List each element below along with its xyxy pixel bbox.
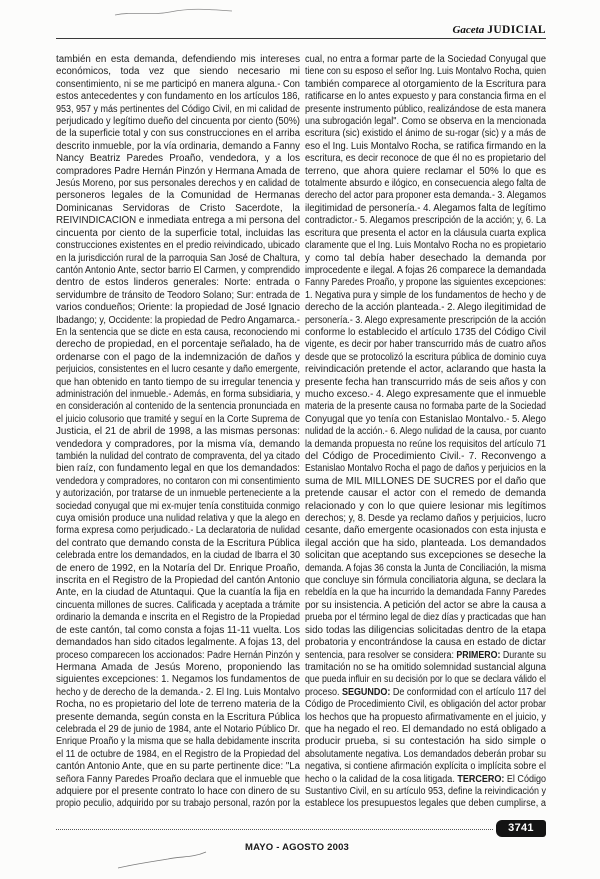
line-text: cantón Antonio Ante, que en su parte pertinente dice: "La — [56, 761, 300, 773]
text-line — [56, 426, 300, 438]
line-text: escritura, es decir reconoce de que él no es propietario del — [305, 153, 546, 165]
line-text: Conyugal que yo tenía con Estanislao Montalvo.- 5. Alego — [305, 413, 546, 425]
text-line — [305, 736, 546, 748]
text-line — [56, 66, 300, 78]
text-line — [305, 290, 546, 302]
text-line — [56, 302, 300, 314]
text-line — [305, 265, 546, 277]
line-text: Rocha, no es propietario del lote de terreno materia de la — [56, 699, 300, 711]
section-heading: PRIMERO: — [456, 649, 501, 661]
text-line — [305, 513, 546, 525]
line-text: REIVINDICACIÓN e inmediata entrega a mi persona del — [56, 215, 300, 227]
text-line — [305, 339, 546, 351]
text-line — [56, 501, 300, 513]
text-line — [305, 253, 546, 265]
line-text: negativa, si contiene afirmación explícita o implícita sobre el — [305, 761, 546, 773]
text-line — [305, 550, 546, 562]
text-line — [56, 451, 300, 463]
line-text: terreno, que ahora quiere reclamar el 50% lo que es — [305, 165, 546, 177]
text-line — [56, 674, 300, 686]
line-text: Nancy Beatriz Paredes Proaño, vendedora, y a los — [56, 153, 300, 165]
text-line — [56, 575, 300, 587]
text-line — [56, 439, 300, 451]
text-line — [305, 563, 546, 575]
text-segment: El Código — [504, 773, 546, 785]
text-line — [56, 153, 300, 165]
line-text: ordinario la demanda e inscrita en el Registro de la Propiedad — [56, 612, 300, 624]
line-text: cincuenta millones de sucres. Calificada y aceptada a trámite — [56, 599, 300, 611]
text-line — [56, 253, 300, 265]
text-line — [56, 786, 300, 798]
line-text: nulidad de la acción.- 6. Alego nulidad de la causa, por cuanto — [305, 426, 546, 438]
text-line — [305, 612, 546, 624]
line-text: Estanislao Montalvo Rocha el pago de daños y perjuicios en la — [305, 463, 546, 475]
line-text: varios condueños; Oriente: la propiedad de José Ignacio — [56, 302, 300, 314]
text-line — [56, 736, 300, 748]
line-text: que pueda influir en su decisión por lo que se declara válido el — [305, 674, 546, 686]
line-text: vendedora y compradores, no contaron con mi consentimiento — [56, 475, 300, 487]
text-line — [305, 439, 546, 451]
line-text: Ibadango; y, Occidente: la propiedad de Pedro Angamarca.- — [56, 314, 300, 326]
line-text: del Código de Procedimiento Civil.- 7. Reconvengo a — [305, 451, 546, 462]
line-text: celebrada el 29 de junio de 1984, ante el Notario Público Dr. — [56, 723, 300, 735]
text-line — [56, 488, 300, 500]
text-line — [56, 190, 300, 202]
text-line — [56, 91, 300, 103]
text-line — [305, 538, 546, 550]
text-line — [56, 513, 300, 525]
line-text: ordenarse con el pago de la indemnización de daños y — [56, 351, 300, 363]
line-text: cesante, daño emergente ocasionados con esta injusta e — [305, 525, 546, 537]
line-text: suma de MIL MILLONES DE SUCRES por el daño que — [305, 475, 546, 487]
text-line — [56, 687, 300, 699]
line-text: señora Fanny Paredes Proaño declara que el inmueble que — [56, 773, 300, 785]
line-text: Enrique Proaño y la misma que se halla debidamente inscrita — [56, 736, 300, 748]
line-text: demandados han sido citados legalmente. A fojas 13, del — [56, 637, 300, 649]
scan-scribble-bottom — [118, 852, 206, 868]
line-text: sociedad conyugal que mi ex-mujer tenía constituida conmigo — [56, 500, 300, 512]
line-text: eso el Ing. Luis Montalvo Rocha, se ratifica firmando en la — [305, 140, 546, 152]
line-text: Jesús Moreno, por sus personales derechos y en calidad de — [56, 178, 300, 190]
line-text: probatoria y encontrándose la causa en estado de dictar — [305, 637, 546, 649]
text-line — [56, 712, 300, 724]
right-text-column — [305, 54, 546, 811]
text-line — [305, 54, 546, 66]
line-text: hecho y de derecho de la demanda.- 2. El Ing. Luis Montalvo — [56, 686, 300, 698]
text-line — [56, 600, 300, 612]
line-text: de enero de 1992, en la Notaría del Dr. Enrique Proaño, — [56, 562, 300, 574]
text-line — [305, 228, 546, 240]
text-line — [56, 141, 300, 153]
line-text: de este cantón, tal como consta a fojas 11-11 vuelta. Los — [56, 624, 300, 636]
text-line — [56, 761, 300, 773]
text-line — [56, 774, 300, 786]
line-text — [305, 774, 546, 786]
text-line — [56, 240, 300, 252]
text-line — [305, 774, 546, 786]
text-line — [305, 178, 546, 190]
text-line — [56, 625, 300, 637]
line-text: dentro de estos linderos generales: Norte: entrada o — [56, 277, 300, 289]
line-text: económicos, toda vez que siendo necesario mi — [56, 66, 300, 78]
text-segment: sentencia, para resolver se considera: — [305, 649, 457, 661]
text-line — [56, 414, 300, 426]
line-text: que concluye sin fórmula conciliatoria alguna, se declara la — [305, 575, 546, 587]
text-line — [305, 501, 546, 513]
text-line — [305, 277, 546, 289]
text-line — [305, 315, 546, 327]
line-text: derecho del actor para proponer esta demanda.- 3. Alegamos — [305, 190, 546, 202]
line-text: prueba por el término legal de diez días y practicadas que han — [305, 612, 546, 624]
text-line — [56, 79, 300, 91]
line-text: presente instrumento público, realizándose de esta manera — [305, 103, 546, 115]
line-text: cincuenta por ciento de la superficie total, incluidas las — [56, 227, 300, 239]
text-line — [56, 662, 300, 674]
text-line — [305, 389, 546, 401]
text-segment: proceso. — [305, 686, 342, 698]
text-line — [305, 488, 546, 500]
text-line — [305, 650, 546, 662]
line-text: tramitación no se ha omitido solemnidad sustancial alguna — [305, 661, 546, 673]
line-text: improcedente e ilegal. A fojas 26 comparece la demandada — [305, 264, 546, 276]
line-text: inscrita en el Registro de la Propiedad del cantón Antonio — [56, 575, 300, 587]
line-text: materia de la presente causa no formaba parte de la Sociedad — [305, 401, 546, 413]
line-text: totalmente absurdo e ilógico, en consecuencia alego falta de — [305, 178, 546, 190]
line-text: conforme lo establecido el artículo 1735 del Código Civil — [305, 326, 546, 338]
line-text: absolutamente negativa. Los demandados deberán probar su — [305, 748, 546, 760]
line-text: bien raíz, con fundamento legal en que los demandados: — [56, 463, 300, 475]
text-line — [305, 687, 546, 699]
line-text: cuya omisión produce una nulidad relativa y que la alego en — [56, 513, 300, 525]
line-text: en consideración al contenido de la sentencia pronunciada en — [56, 401, 300, 413]
line-text: proceso comparecen los accionados: Padre Hernán Pinzón y — [56, 649, 300, 661]
line-text: pretende causar el actor con el remedo de demanda — [305, 488, 546, 500]
line-text: derechos; y, 8. Desde ya reclamo daños y perjuicios, lucro — [305, 513, 546, 525]
line-text: que ha negado el reo. El demandado no está obligado a — [305, 723, 546, 735]
text-line — [56, 550, 300, 562]
section-heading: SEGUNDO: — [341, 686, 391, 698]
text-line — [56, 749, 300, 761]
text-line — [56, 104, 300, 116]
text-line — [56, 637, 300, 649]
line-text: perjudicado y legítimo dueño del cincuenta por ciento (50%) — [56, 116, 300, 128]
text-segment: De conformidad con el artículo 117 del — [390, 686, 546, 698]
text-line — [305, 364, 546, 376]
line-text: ratificarse en lo antes expuesto y para constancia firma en el — [305, 91, 546, 103]
line-text: por su insistencia. A petición del actor se abre la causa a — [305, 599, 546, 611]
text-line — [56, 228, 300, 240]
text-line — [56, 476, 300, 488]
line-text: Hermana Amada de Jesús Moreno, proponiendo las — [56, 661, 300, 673]
text-line — [305, 662, 546, 674]
line-text: derecho de propiedad, en el porcentaje señalado, ha de — [56, 339, 300, 351]
line-text: relacionado y con lo que quiere lesionar mis legítimos — [305, 500, 546, 512]
line-text — [305, 650, 546, 662]
line-text: Dominicanas Servidoras de Cristo Sacerdote, la — [56, 202, 300, 214]
page-number-badge: 3741 — [496, 820, 546, 837]
text-line — [56, 290, 300, 302]
line-text: Sustantivo Civil, en su artículo 953, define la reivindicación y — [305, 785, 546, 797]
line-text: vendedora y compradores, por la misma vía, demando — [56, 438, 300, 450]
text-line — [305, 476, 546, 488]
text-line — [56, 54, 300, 66]
line-text: reivindicación pretende el actor, aclarando que hasta la — [305, 364, 546, 376]
line-text: Ante, en la ciudad de Atuntaqui. Que la cuantía la fija en — [56, 587, 300, 599]
text-line — [305, 128, 546, 140]
line-text: que han obtenido en tanto tiempo de su irregular tenencia y — [56, 376, 300, 388]
line-text: estos antecedentes y con fundamento en los artículos 186, — [56, 91, 300, 103]
publication-header — [452, 20, 546, 36]
line-text: también la nulidad del contrato de compraventa, del ya citado — [56, 451, 300, 462]
line-text: escritura que presenta el actor en la cláusula cuarta explica — [305, 227, 546, 239]
text-line — [56, 587, 300, 599]
text-line — [305, 327, 546, 339]
text-line — [305, 116, 546, 128]
text-line — [305, 377, 546, 389]
text-line — [305, 525, 546, 537]
text-line — [305, 215, 546, 227]
text-line — [56, 116, 300, 128]
text-line — [305, 786, 546, 798]
line-text: administración del inmueble.- Además, en forma subsidiaria, y — [56, 388, 300, 400]
line-text: producir prueba, si su contestación ha sido simple o — [305, 736, 546, 748]
footer-dotted-rule — [56, 829, 493, 830]
header-rule — [56, 38, 546, 39]
text-line — [56, 798, 300, 810]
line-text: también comparece al otorgamiento de la Escritura para — [305, 78, 546, 90]
text-line — [56, 215, 300, 227]
text-line — [305, 600, 546, 612]
line-text: ilegitimidad de personería.- 4. Alegamos falta de legítimo — [305, 202, 546, 214]
text-line — [56, 327, 300, 339]
text-line — [56, 724, 300, 736]
line-text: sido todas las diligencias solicitadas dentro de la etapa — [305, 624, 546, 636]
line-text: de la superficie total y con sus construcciones en el arriba — [56, 128, 300, 140]
line-text: claramente que el Ing. Luis Montalvo Rocha no es propietario — [305, 240, 546, 252]
line-text: derecho de la acción planteada.- 2. Alego ilegitimidad de — [305, 302, 546, 314]
text-line — [305, 66, 546, 78]
line-text: Fanny Paredes Proaño, y propone las siguientes excepciones: — [305, 277, 546, 289]
left-text-column — [56, 54, 300, 811]
text-line — [56, 128, 300, 140]
text-segment: hecho o la calidad de la cosa litigada. — [305, 773, 458, 785]
text-line — [56, 401, 300, 413]
line-text: compradores Padre Hernán Pinzón y Hermana Amada de — [56, 165, 300, 177]
text-line — [56, 364, 300, 376]
line-text: celebrada entre los demandados, en la ciudad de Ibarra el 30 — [56, 550, 300, 562]
text-line — [305, 587, 546, 599]
text-line — [305, 724, 546, 736]
text-line — [305, 625, 546, 637]
line-text: establece los presupuestos legales que deben cumplirse, a — [305, 798, 546, 810]
text-line — [305, 699, 546, 711]
line-text: y autorización, por tratarse de un inmueble perteneciente a la — [56, 488, 300, 500]
line-text: consentimiento, ni se me participó en manera alguna.- Con — [56, 78, 300, 90]
text-line — [305, 166, 546, 178]
text-line — [56, 339, 300, 351]
text-line — [56, 277, 300, 289]
text-line — [305, 190, 546, 202]
line-text: siguientes excepciones: 1. Negamos los fundamentos de — [56, 674, 300, 686]
line-text: contradictor.- 5. Alegamos prescripción de la acción; y, 6. La — [305, 215, 546, 227]
line-text: mucho exceso.- 4. Alego expresamente que el inmueble — [305, 388, 546, 400]
text-line — [305, 240, 546, 252]
text-line — [56, 389, 300, 401]
line-text: construcciones existentes en el predio reivindicado, ubicado — [56, 240, 300, 252]
line-text: del contrato que demando consta de la Escritura Pública — [56, 537, 300, 549]
text-line — [305, 153, 546, 165]
text-line — [305, 463, 546, 475]
text-line — [305, 761, 546, 773]
text-line — [56, 699, 300, 711]
text-line — [305, 91, 546, 103]
text-line — [305, 401, 546, 413]
text-line — [56, 166, 300, 178]
publication-title-caps: JUDICIAL — [487, 24, 546, 36]
text-line — [305, 712, 546, 724]
text-line — [305, 426, 546, 438]
text-line — [56, 650, 300, 662]
text-line — [305, 104, 546, 116]
line-text: adquiere por el presente contrato lo hace con dinero de su — [56, 785, 300, 797]
text-line — [305, 451, 546, 463]
line-text: cantón Antonio Ante, sector barrio El Carmen, y comprendido — [56, 264, 300, 276]
text-line — [56, 315, 300, 327]
text-line — [56, 538, 300, 550]
text-line — [56, 203, 300, 215]
scan-scribble-top — [115, 9, 232, 15]
line-text: el juicio colusorio que tramité y seguí en la Corte Suprema de — [56, 413, 300, 425]
line-text: una subrogación legal". Como se observa en la mencionada — [305, 116, 546, 128]
text-line — [305, 302, 546, 314]
text-line — [56, 463, 300, 475]
text-line — [305, 575, 546, 587]
text-line — [305, 79, 546, 91]
text-line — [56, 612, 300, 624]
line-text: en la jurisdicción rural de la parroquia San José de Chaltura, — [56, 252, 300, 264]
text-line — [305, 749, 546, 761]
issue-date-footer: MAYO - AGOSTO 2003 — [244, 842, 350, 853]
text-line — [56, 377, 300, 389]
line-text: el 11 de octubre de 1984, en el Registro de la Propiedad del — [56, 748, 300, 760]
line-text: En la sentencia que se dicte en esta causa, reconociendo mi — [56, 326, 300, 338]
section-heading: TERCERO: — [457, 773, 505, 785]
line-text: 953, 957 y más pertinentes del Código Civil, en mi calidad de — [56, 103, 300, 115]
text-line — [305, 141, 546, 153]
publication-title-italic: Gaceta — [452, 24, 485, 36]
line-text: presente fecha han transcurrido más de seis años y con — [305, 376, 546, 388]
text-line — [305, 352, 546, 364]
line-text: rebeldía en la que ha incurrido la demandada Fanny Paredes — [305, 587, 546, 599]
line-text: también en esta demanda, defendiendo mis intereses — [56, 54, 300, 65]
text-line — [305, 798, 546, 810]
line-text: perjuicios, consistentes en el lucro cesante y daño emergente, — [56, 364, 300, 376]
line-text: solicitan que aceptando sus excepciones se deseche la — [305, 550, 546, 562]
text-line — [305, 203, 546, 215]
line-text: y como tal debía haber desechado la demanda por — [305, 252, 546, 264]
line-text: servidumbre de tránsito de Teodoro Solano; Sur: entrada de — [56, 289, 300, 301]
text-line — [305, 637, 546, 649]
line-text: demanda. A fojas 36 consta la Junta de Conciliación, la misma — [305, 562, 546, 574]
line-text: Código de Procedimiento Civil, es obligación del actor probar — [305, 699, 546, 711]
text-line — [56, 265, 300, 277]
line-text: los hechos que ha propuesto afirmativamente en el juicio, y — [305, 711, 546, 723]
line-text: personería.- 3. Alego expresamente prescripción de la acción — [305, 314, 546, 326]
line-text — [305, 687, 546, 699]
line-text: escritura (sic) existido el ánimo de su-rogar (sic) y a más de — [305, 128, 546, 140]
line-text: Justicia, el 21 de abril de 1998, a las mismas personas: — [56, 426, 300, 438]
text-line — [305, 414, 546, 426]
line-text: la demanda propuesta no reúne los requisitos del artículo 71 — [305, 438, 546, 450]
text-line — [56, 352, 300, 364]
line-text: descrito inmueble, por la vía ordinaria, demando a Fanny — [56, 140, 300, 152]
line-text: propio peculio, adquirido por su trabajo personal, razón por la — [56, 798, 300, 810]
line-text: ilegal acción que ha sido, planteada. Los demandados — [305, 537, 546, 549]
line-text: forma expresa como perjudicado.- La declaratoria de nulidad — [56, 525, 300, 537]
line-text: desde que se protocolizó la escritura pública de dominio cuya — [305, 351, 546, 363]
line-text: tiene con su esposo el señor Ing. Luis Montalvo Rocha, quien — [305, 66, 546, 78]
line-text: vigente, es decir por haber transcurrido más de cuatro años — [305, 339, 546, 351]
text-line — [56, 525, 300, 537]
line-text: presente demanda, según consta en la Escritura Pública — [56, 711, 300, 723]
line-text: cual, no entra a formar parte de la Sociedad Conyugal que — [305, 54, 546, 65]
text-segment: Durante su — [500, 649, 546, 661]
line-text: personeros legales de la Comunidad de Hermanas — [56, 190, 300, 202]
text-line — [56, 178, 300, 190]
text-line — [56, 563, 300, 575]
text-line — [305, 674, 546, 686]
line-text: 1. Negativa pura y simple de los fundamentos de hecho y de — [305, 289, 546, 301]
